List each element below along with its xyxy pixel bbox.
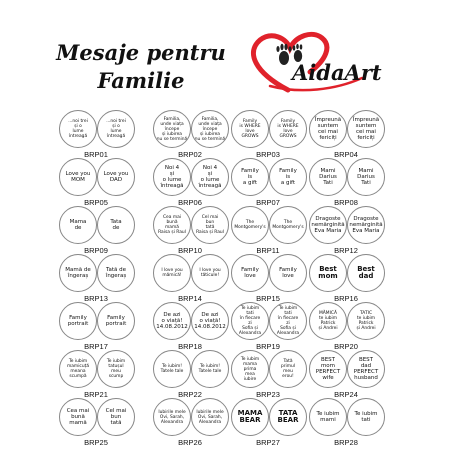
product-cell[interactable] — [228, 302, 308, 352]
badge-right: ...noi trei și o lume întreagă — [97, 110, 135, 148]
product-cell[interactable] — [306, 254, 386, 304]
product-cell[interactable] — [228, 254, 308, 304]
badge-left: Te iubim mama prima mea iubire — [231, 350, 269, 388]
badge-left: Te iubim tati în fiecare zi Sofia și Alexandra — [231, 302, 269, 340]
product-cell[interactable] — [228, 206, 308, 256]
product-code: BRP15 — [256, 294, 280, 303]
badge-right: Love you DAD — [97, 158, 135, 196]
badge-right: Te iubim tati în fiecare zi Sofia și Alexandra — [269, 302, 307, 340]
product-code: BRP24 — [334, 390, 358, 399]
product-cell[interactable] — [56, 110, 136, 160]
badge-right: TATIC te iubim Patrick și Andrei — [347, 302, 385, 340]
badge-pair — [56, 254, 136, 292]
badge-left: Family love — [231, 254, 269, 292]
badge-left: Împreună suntem cei mai fericiți — [309, 110, 347, 148]
badge-left: Cea mai bună mamă Raisa și Raul — [153, 206, 191, 244]
product-code: BRP11 — [256, 246, 280, 255]
product-cell[interactable] — [150, 206, 230, 256]
badge-right: Te iubim! Tatele tale — [191, 350, 229, 388]
badge-left: Noi 4 și o lume întreagă — [153, 158, 191, 196]
badge-pair — [150, 158, 230, 196]
badge-pair — [228, 350, 308, 388]
badge-pair — [228, 206, 308, 244]
product-code: BRP21 — [84, 390, 108, 399]
product-cell[interactable] — [306, 302, 386, 352]
badge-left: Mamă de îngeraș — [59, 254, 97, 292]
badge-pair — [150, 350, 230, 388]
product-code: BRP26 — [178, 438, 202, 447]
product-code: BRP04 — [334, 150, 358, 159]
badge-right: The Montgomery's — [269, 206, 307, 244]
badge-left: MAMA BEAR — [231, 398, 269, 436]
badge-right: Împreună suntem cei mai fericiți — [347, 110, 385, 148]
product-code: BRP27 — [256, 438, 280, 447]
badge-right: Family is WHERE love GROWS — [269, 110, 307, 148]
product-cell[interactable] — [228, 158, 308, 208]
badge-pair — [306, 158, 386, 196]
product-cell[interactable] — [228, 110, 308, 160]
product-code: BRP13 — [84, 294, 108, 303]
badge-right: Family portrait — [97, 302, 135, 340]
badge-left: Mama de — [59, 206, 97, 244]
product-code: BRP18 — [178, 342, 202, 351]
product-cell[interactable] — [150, 350, 230, 400]
badge-right: I love you tăticule! — [191, 254, 229, 292]
badge-right: Best dad — [347, 254, 385, 292]
badge-pair — [150, 398, 230, 436]
badge-right: Tată primul meu erou! — [269, 350, 307, 388]
product-cell[interactable] — [228, 398, 308, 448]
badge-pair — [150, 110, 230, 148]
badge-left: The Montgomery's — [231, 206, 269, 244]
product-cell[interactable] — [150, 302, 230, 352]
badge-left: Te iubim! Tatele tale — [153, 350, 191, 388]
badge-left: Iubirile mele Ovi, Sarah, Alexandra — [153, 398, 191, 436]
product-cell[interactable] — [306, 158, 386, 208]
product-code: BRP10 — [178, 246, 202, 255]
product-cell[interactable] — [306, 398, 386, 448]
badge-left: De azi o viață! 14.08.2012 — [153, 302, 191, 340]
product-code: BRP12 — [334, 246, 358, 255]
badge-left: I love you mămică! — [153, 254, 191, 292]
product-code: BRP07 — [256, 198, 280, 207]
badge-pair — [56, 110, 136, 148]
badge-pair — [150, 206, 230, 244]
badge-pair — [56, 158, 136, 196]
product-code: BRP19 — [256, 342, 280, 351]
product-code: BRP23 — [256, 390, 280, 399]
badge-pair — [228, 158, 308, 196]
product-cell[interactable] — [56, 206, 136, 256]
badge-right: Noi 4 și o lume întreagă — [191, 158, 229, 196]
badge-left: Mami Darius Tati — [309, 158, 347, 196]
badge-pair — [150, 254, 230, 292]
product-cell[interactable] — [56, 302, 136, 352]
product-code: BRP25 — [84, 438, 108, 447]
product-cell[interactable] — [306, 110, 386, 160]
product-code: BRP01 — [84, 150, 108, 159]
product-code: BRP06 — [178, 198, 202, 207]
product-code: BRP03 — [256, 150, 280, 159]
badge-pair — [56, 398, 136, 436]
badge-pair — [150, 302, 230, 340]
page-title-line-1: Mesaje pentru — [56, 40, 226, 65]
badge-left: Cea mai bună mamă — [59, 398, 97, 436]
badge-pair — [56, 302, 136, 340]
badge-left: Love you MOM — [59, 158, 97, 196]
badge-pair — [306, 302, 386, 340]
badge-pair — [306, 110, 386, 148]
product-cell[interactable] — [150, 110, 230, 160]
product-code: BRP17 — [84, 342, 108, 351]
product-cell[interactable] — [56, 398, 136, 448]
badge-right: Iubirile mele Ovi, Sarah, Alexandra — [191, 398, 229, 436]
product-cell[interactable] — [150, 398, 230, 448]
badge-right: Familia, unde viața începe și iubirea nu se termină — [191, 110, 229, 148]
badge-right: Tată de îngeraș — [97, 254, 135, 292]
product-cell[interactable] — [56, 254, 136, 304]
badge-left: Family portrait — [59, 302, 97, 340]
badge-pair — [306, 206, 386, 244]
badge-right: Cel mai bun tată Raisa și Raul — [191, 206, 229, 244]
badge-left: Family is a gift — [231, 158, 269, 196]
product-code: BRP09 — [84, 246, 108, 255]
badge-pair — [228, 302, 308, 340]
product-code: BRP16 — [334, 294, 358, 303]
page-title-line-2: Familie — [97, 68, 185, 93]
badge-right: BEST dad PERFECT husband — [347, 350, 385, 388]
badge-left: MĂMICĂ te iubim Patrick și Andrei — [309, 302, 347, 340]
badge-right: Dragoste nemărginită Eva Maria — [347, 206, 385, 244]
badge-pair — [56, 350, 136, 388]
product-code: BRP28 — [334, 438, 358, 447]
badge-left: ...noi trei și o lume întreagă — [59, 110, 97, 148]
badge-right: Family is a gift — [269, 158, 307, 196]
badge-right: Cel mai bun tată — [97, 398, 135, 436]
product-code: BRP20 — [334, 342, 358, 351]
badge-pair — [56, 206, 136, 244]
badge-right: Family love — [269, 254, 307, 292]
product-cell[interactable] — [56, 158, 136, 208]
badge-left: Best mom — [309, 254, 347, 292]
badge-left: Te iubim mami — [309, 398, 347, 436]
badge-pair — [228, 110, 308, 148]
brand-name: AidaArt — [292, 60, 382, 85]
badge-left: Te iubim mamicuță meana scumpă — [59, 350, 97, 388]
product-code: BRP02 — [178, 150, 202, 159]
badge-right: TATA BEAR — [269, 398, 307, 436]
product-code: BRP22 — [178, 390, 202, 399]
product-code: BRP14 — [178, 294, 202, 303]
product-cell[interactable] — [306, 206, 386, 256]
product-code: BRP05 — [84, 198, 108, 207]
badge-left: BEST mom PERFECT wife — [309, 350, 347, 388]
badge-pair — [306, 254, 386, 292]
badge-right: Mami Darius Tati — [347, 158, 385, 196]
badge-right: Te iubim tati — [347, 398, 385, 436]
badge-pair — [228, 254, 308, 292]
badge-left: Familia, unde viața începe și iubirea nu se termină — [153, 110, 191, 148]
product-cell[interactable] — [150, 254, 230, 304]
badge-left: Dragoste nemărginită Eva Maria — [309, 206, 347, 244]
product-cell[interactable] — [228, 350, 308, 400]
badge-pair — [306, 350, 386, 388]
badge-right: Tata de — [97, 206, 135, 244]
product-cell[interactable] — [150, 158, 230, 208]
product-code: BRP08 — [334, 198, 358, 207]
badge-pair — [306, 398, 386, 436]
badge-left: Family is WHERE love GROWS — [231, 110, 269, 148]
product-cell[interactable] — [306, 350, 386, 400]
badge-right: De azi o viață! 14.08.2012 — [191, 302, 229, 340]
badge-right: Te iubim tatușul meu scump — [97, 350, 135, 388]
badge-pair — [228, 398, 308, 436]
product-cell[interactable] — [56, 350, 136, 400]
